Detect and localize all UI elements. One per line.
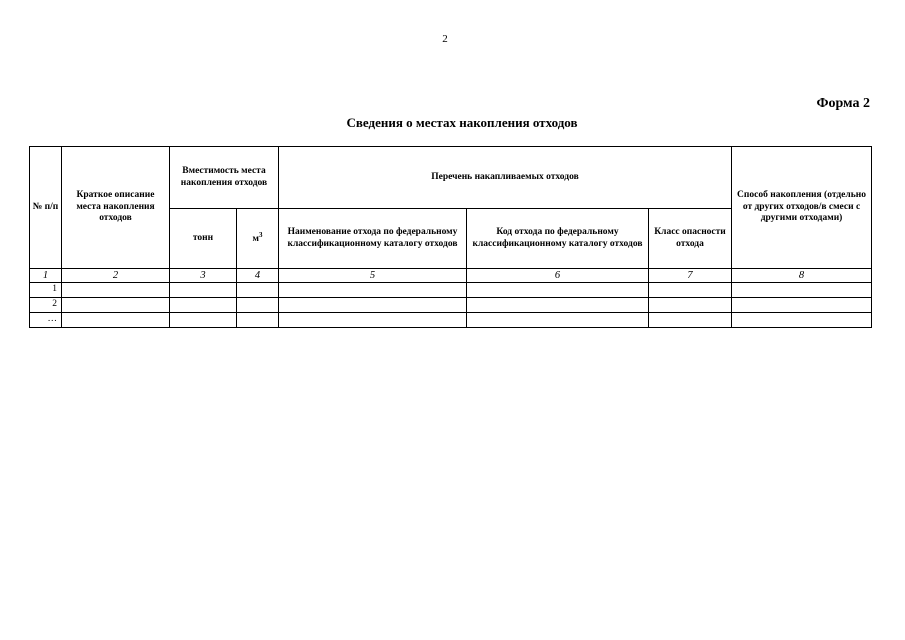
- column-number: 1: [30, 269, 62, 283]
- table-cell: [732, 283, 872, 298]
- column-number: 5: [279, 269, 467, 283]
- table-cell: [467, 283, 649, 298]
- table-row: [30, 283, 872, 298]
- header-method: Способ накопления (отдельно от других отходов/в смеси с другими отходами): [732, 147, 872, 269]
- page-number: 2: [442, 33, 448, 45]
- table-cell: [170, 283, 237, 298]
- row-index: 2: [30, 298, 62, 313]
- header-hazard-class: Класс опасности отхода: [649, 209, 732, 269]
- document-title: Сведения о местах накопления отходов: [346, 115, 578, 130]
- header-capacity-m3: [237, 209, 279, 269]
- column-number-row: [30, 269, 872, 283]
- table-cell: [279, 313, 467, 328]
- table-cell: [732, 313, 872, 328]
- table-cell: [62, 298, 170, 313]
- table-cell: [279, 283, 467, 298]
- column-number: 7: [649, 269, 732, 283]
- column-number: 2: [62, 269, 170, 283]
- table-cell: [62, 283, 170, 298]
- header-capacity: Вместимость места накопления отходов: [170, 147, 279, 209]
- waste-accumulation-table: [29, 146, 872, 328]
- row-index: 1: [30, 283, 62, 298]
- header-capacity-m3-base: м: [252, 234, 259, 245]
- table-cell: [732, 298, 872, 313]
- row-index: …: [30, 313, 62, 328]
- table-cell: [279, 298, 467, 313]
- header-capacity-tons: тонн: [170, 209, 237, 269]
- header-num: № п/п: [30, 147, 62, 269]
- table-cell: [467, 298, 649, 313]
- table-row: [30, 298, 872, 313]
- header-capacity-m3-exp: 3: [258, 230, 263, 239]
- table-row: [30, 313, 872, 328]
- table-cell: [649, 298, 732, 313]
- column-number: 6: [467, 269, 649, 283]
- table-cell: [237, 298, 279, 313]
- table-cell: [237, 313, 279, 328]
- table-cell: [62, 313, 170, 328]
- table-cell: [467, 313, 649, 328]
- header-description: Краткое описание места накопления отходов: [62, 147, 170, 269]
- column-number: 8: [732, 269, 872, 283]
- form-label: Форма 2: [816, 96, 870, 111]
- header-waste-code: Код отхода по федеральному классификационному каталогу отходов: [467, 209, 649, 269]
- table-cell: [649, 283, 732, 298]
- table-cell: [170, 313, 237, 328]
- table-cell: [237, 283, 279, 298]
- table-cell: [170, 298, 237, 313]
- header-waste-list: Перечень накапливаемых отходов: [279, 147, 732, 209]
- column-number: 3: [170, 269, 237, 283]
- column-number: 4: [237, 269, 279, 283]
- table-cell: [649, 313, 732, 328]
- header-waste-name: Наименование отхода по федеральному классификационному каталогу отходов: [279, 209, 467, 269]
- header-row-1: [30, 147, 872, 209]
